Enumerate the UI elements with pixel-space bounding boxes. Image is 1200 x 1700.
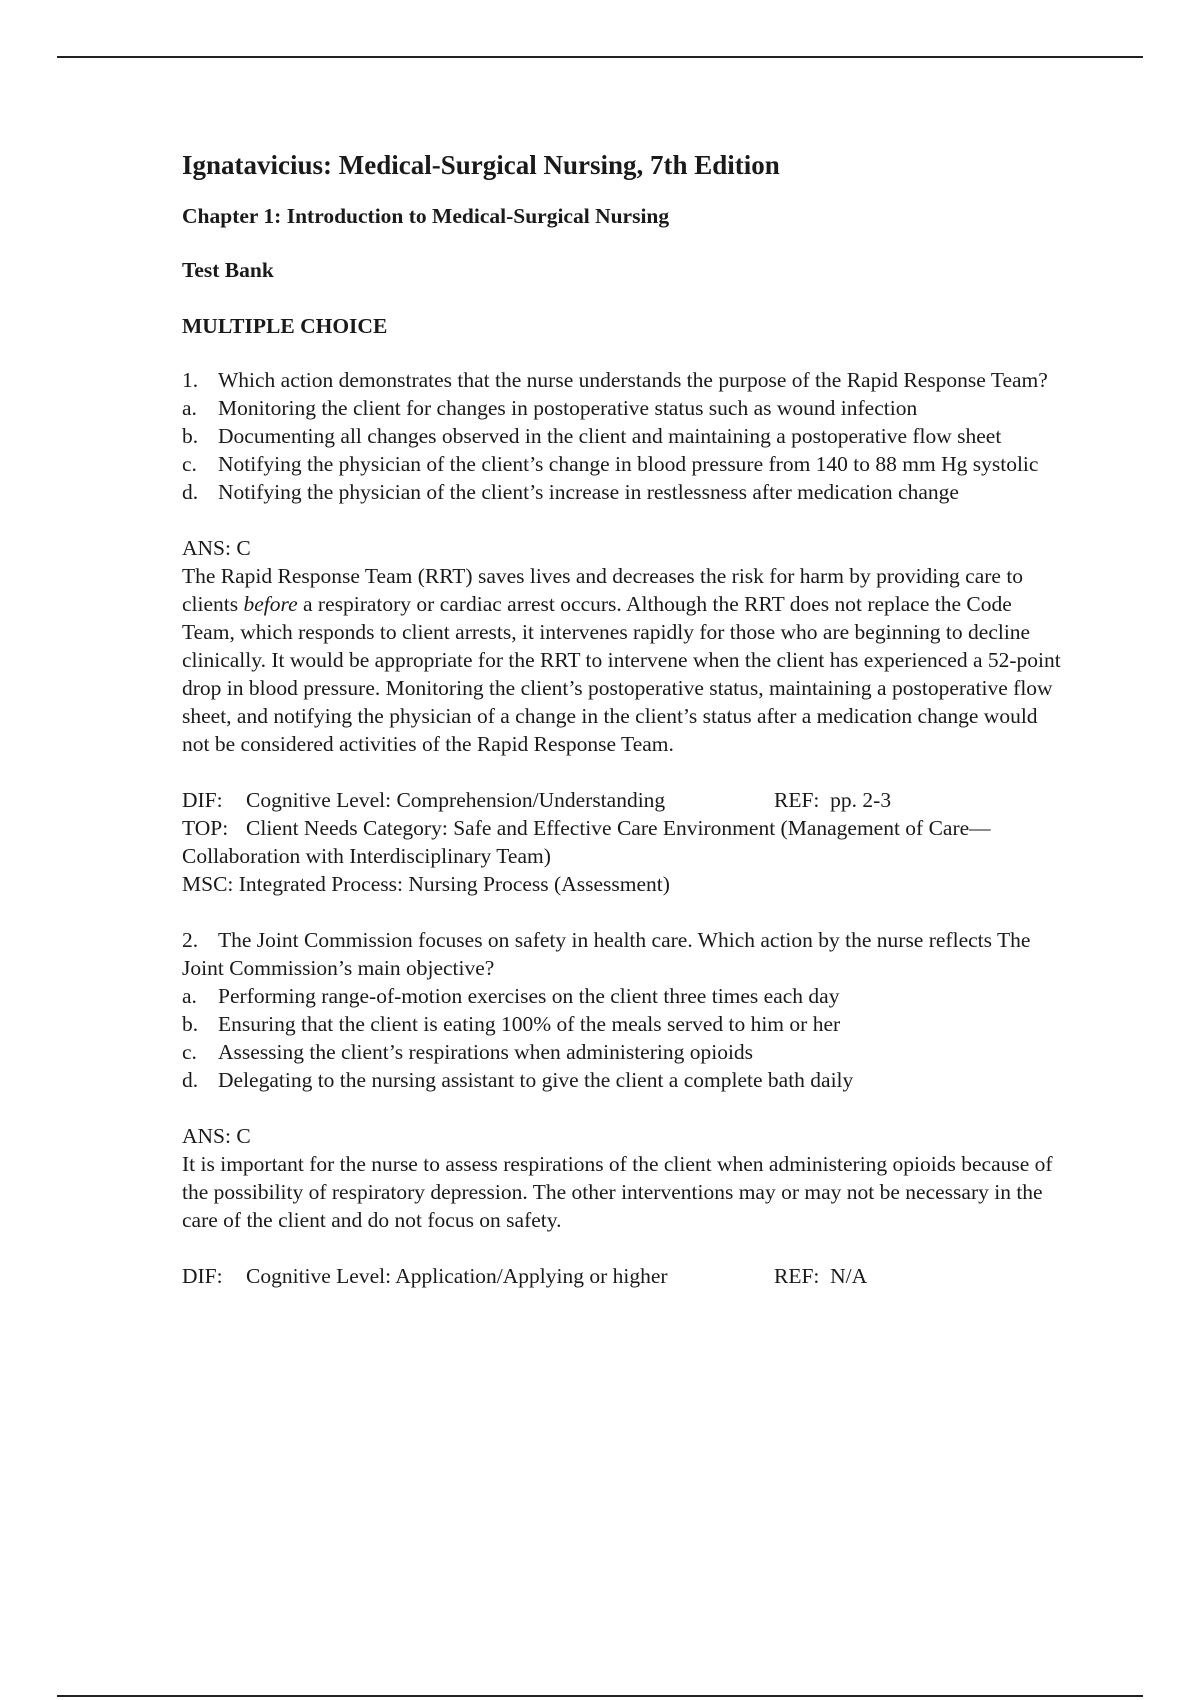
question-1 xyxy=(182,366,1062,898)
ref-field xyxy=(774,1262,867,1290)
option-text: Ensuring that the client is eating 100% of the meals served to him or her xyxy=(218,1012,841,1036)
question-number: 1. xyxy=(182,368,199,392)
option-letter: a. xyxy=(182,984,197,1008)
ref-value: pp. 2-3 xyxy=(830,788,892,812)
chapter-title: Chapter 1: Introduction to Medical-Surgical Nursing xyxy=(182,204,670,228)
option-c xyxy=(182,450,1062,478)
option-text: Notifying the physician of the client’s increase in restlessness after medication change xyxy=(218,480,959,504)
option-text: Delegating to the nursing assistant to give the client a complete bath daily xyxy=(218,1068,854,1092)
answer-options xyxy=(182,982,1062,1094)
question-stem xyxy=(182,366,1062,394)
msc-label: MSC: xyxy=(182,872,234,896)
question-text: Which action demonstrates that the nurse understands the purpose of the Rapid Response Team? xyxy=(218,368,1048,392)
top-label: TOP: xyxy=(182,816,229,840)
ref-field xyxy=(774,786,891,814)
dif-value: Cognitive Level: Comprehension/Understanding xyxy=(246,788,666,812)
option-letter: a. xyxy=(182,396,197,420)
question-metadata xyxy=(182,1262,1062,1290)
bottom-rule xyxy=(57,1695,1143,1697)
option-c xyxy=(182,1038,1062,1066)
rationale-part-1: The Rapid Response Team (RRT) saves lives and decreases the risk for harm by providing care to clients xyxy=(182,564,1024,616)
question-text: The Joint Commission focuses on safety in health care. Which action by the nurse reflects The Joint Commission’s main objective? xyxy=(182,928,1031,980)
option-a xyxy=(182,982,1062,1010)
msc-row xyxy=(182,870,1062,898)
answer-key: ANS: C xyxy=(182,536,251,560)
answer-key: ANS: C xyxy=(182,1124,251,1148)
question-2 xyxy=(182,926,1062,1290)
option-d xyxy=(182,1066,1062,1094)
option-b xyxy=(182,1010,1062,1038)
question-stem xyxy=(182,926,1062,982)
option-letter: b. xyxy=(182,1012,199,1036)
msc-value: Integrated Process: Nursing Process (Assessment) xyxy=(238,872,670,896)
option-text: Assessing the client’s respirations when administering opioids xyxy=(218,1040,754,1064)
option-letter: d. xyxy=(182,480,199,504)
top-row xyxy=(182,814,1062,870)
option-b xyxy=(182,422,1062,450)
option-letter: d. xyxy=(182,1068,199,1092)
option-text: Notifying the physician of the client’s change in blood pressure from 140 to 88 mm Hg systolic xyxy=(218,452,1039,476)
book-title: Ignatavicius: Medical-Surgical Nursing, 7th Edition xyxy=(182,150,780,180)
question-metadata xyxy=(182,786,1062,898)
dif-label: DIF: xyxy=(182,1264,223,1288)
top-value: Client Needs Category: Safe and Effective Care Environment (Management of Care—Collaboration with Interdisciplinary Team) xyxy=(182,816,991,868)
option-d xyxy=(182,478,1062,506)
option-a xyxy=(182,394,1062,422)
rationale: It is important for the nurse to assess respirations of the client when administering opioids because of the possibility of respiratory depression. The other interventions may or may not be necessary in the care of the client and do not focus on safety. xyxy=(182,1152,1053,1232)
dif-row xyxy=(182,786,1062,814)
option-letter: c. xyxy=(182,452,197,476)
rationale-part-2: a respiratory or cardiac arrest occurs. Although the RRT does not replace the Code Team, which responds to client arrests, it intervenes rapidly for those who are beginning to decline clinically. It would be appropriate for the RRT to intervene when the client has experienced a 52-point drop in blood pressure. Monitoring the client’s postoperative status, maintaining a postoperative flow sheet, and notifying the physician of a change in the client’s status after a medication change would not be considered activities of the Rapid Response Team. xyxy=(182,592,1061,756)
top-rule xyxy=(57,56,1143,58)
document-body xyxy=(182,140,1062,1290)
ref-value: N/A xyxy=(830,1264,868,1288)
dif-label: DIF: xyxy=(182,788,223,812)
answer-options xyxy=(182,394,1062,506)
option-text: Monitoring the client for changes in postoperative status such as wound infection xyxy=(218,396,918,420)
option-text: Performing range-of-motion exercises on the client three times each day xyxy=(218,984,840,1008)
option-letter: c. xyxy=(182,1040,197,1064)
ref-label: REF: xyxy=(774,788,820,812)
option-text: Documenting all changes observed in the client and maintaining a postoperative flow sheet xyxy=(218,424,1002,448)
dif-value: Cognitive Level: Application/Applying or higher xyxy=(246,1264,668,1288)
section-title: Test Bank xyxy=(182,258,274,282)
rationale xyxy=(182,562,1062,758)
ref-label: REF: xyxy=(774,1264,820,1288)
option-letter: b. xyxy=(182,424,199,448)
question-number: 2. xyxy=(182,928,199,952)
question-type-heading: MULTIPLE CHOICE xyxy=(182,314,388,338)
rationale-emphasis: before xyxy=(243,592,298,616)
dif-row xyxy=(182,1262,1062,1290)
